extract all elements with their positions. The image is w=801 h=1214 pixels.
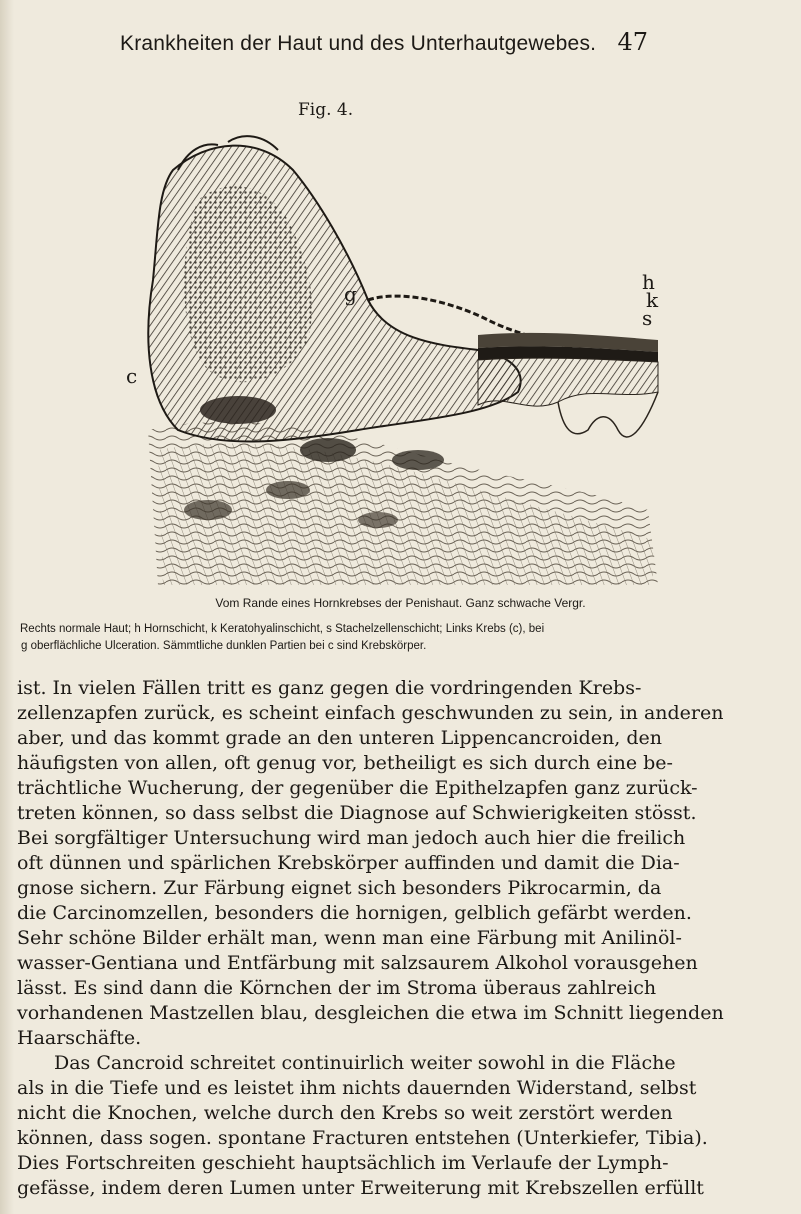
body-line: als in die Tiefe und es leistet ihm nichts dauernden Widerstand, selbst <box>17 1077 697 1099</box>
body-line: trächtliche Wucherung, der gegenüber die Epithelzapfen ganz zurück- <box>17 777 698 799</box>
body-line: die Carcinomzellen, besonders die hornigen, gelblich gefärbt werden. <box>17 902 692 924</box>
histology-engraving <box>118 130 678 590</box>
cancer-nest <box>184 500 232 520</box>
body-line: aber, und das kommt grade an den unteren Lippencancroiden, den <box>17 727 662 749</box>
body-line: gefässe, indem deren Lumen unter Erweiterung mit Krebszellen erfüllt <box>17 1177 704 1199</box>
figure-letter-s: s <box>642 306 653 330</box>
caption-line: g oberflächliche Ulceration. Sämmtliche dunklen Partien bei c sind Krebskörper. <box>21 640 427 652</box>
histology-figure <box>118 130 678 590</box>
page-number: 47 <box>617 28 648 56</box>
cancer-nest <box>392 450 444 470</box>
cancer-nest <box>358 512 398 528</box>
body-line: häufigsten von allen, oft genug vor, betheiligt es sich durch eine be- <box>17 752 673 774</box>
body-line: Haarschäfte. <box>17 1027 142 1049</box>
body-text <box>17 676 787 1201</box>
running-head <box>120 28 660 62</box>
cancer-nest <box>200 396 276 424</box>
epithelial-pegs <box>558 392 658 437</box>
body-line: Dies Fortschreiten geschieht hauptsächlich im Verlaufe der Lymph- <box>17 1152 669 1174</box>
body-line: gnose sichern. Zur Färbung eignet sich besonders Pikrocarmin, da <box>17 877 662 899</box>
figure-letter-k: k <box>646 288 659 312</box>
body-line: oft dünnen und spärlichen Krebskörper auffinden und damit die Dia- <box>17 852 680 874</box>
figure-caption-title: Vom Rande eines Hornkrebses der Penishaut. Ganz schwache Vergr. <box>215 596 586 610</box>
cancer-nest <box>300 438 356 462</box>
body-line: Das Cancroid schreitet continuirlich weiter sowohl in die Fläche <box>54 1052 676 1074</box>
stachel-layer <box>478 358 658 406</box>
body-line: können, dass sogen. spontane Fracturen entstehen (Unterkiefer, Tibia). <box>17 1127 708 1149</box>
body-line: Bei sorgfältiger Untersuchung wird man jedoch auch hier die freilich <box>17 827 686 849</box>
running-title: Krankheiten der Haut und des Unterhautgewebes. <box>120 32 597 55</box>
body-line: vorhandenen Mastzellen blau, desgleichen die etwa im Schnitt liegenden <box>17 1002 724 1024</box>
body-line: nicht die Knochen, welche durch den Krebs so weit zerstört werden <box>17 1102 673 1124</box>
body-line: lässt. Es sind dann die Körnchen der im Stroma überaus zahlreich <box>17 977 657 999</box>
body-line: treten können, so dass selbst die Diagnose auf Schwierigkeiten stösst. <box>17 802 697 824</box>
caption-line: Rechts normale Haut; h Hornschicht, k Keratohyalinschicht, s Stachelzellenschicht; Links Krebs (c), bei <box>20 623 545 635</box>
figure-caption-body <box>20 621 790 655</box>
figure-label: Fig. 4. <box>298 100 354 120</box>
figure-letter-h: h <box>642 270 655 294</box>
figure-letter-g: g <box>344 282 357 306</box>
body-line: wasser-Gentiana und Entfärbung mit salzsaurem Alkohol vorausgehen <box>17 952 698 974</box>
figure-letter-c: c <box>126 364 138 388</box>
body-line: ist. In vielen Fällen tritt es ganz gegen die vordringenden Krebs- <box>17 677 642 699</box>
cancer-nest <box>266 481 310 499</box>
body-line: zellenzapfen zurück, es scheint einfach geschwunden zu sein, in anderen <box>17 702 724 724</box>
body-line: Sehr schöne Bilder erhält man, wenn man eine Färbung mit Anilinöl- <box>17 927 682 949</box>
